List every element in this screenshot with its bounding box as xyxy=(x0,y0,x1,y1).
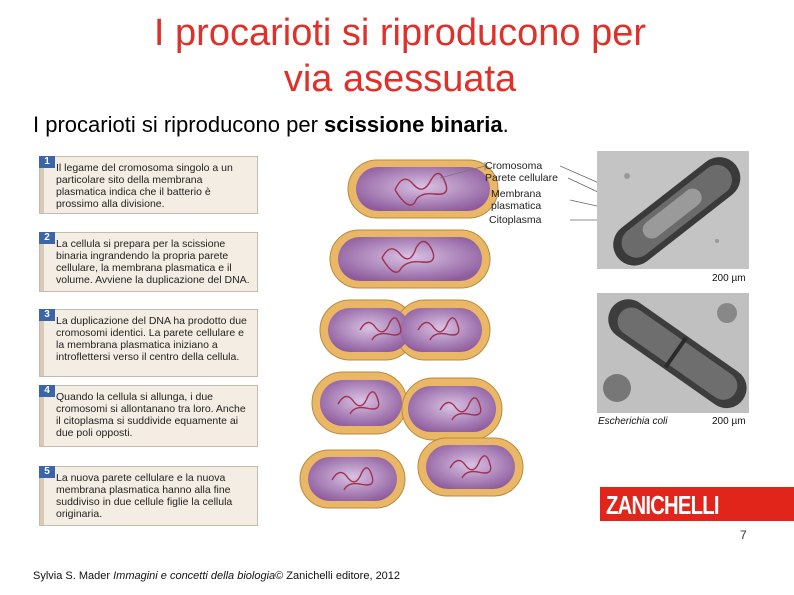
step-number-badge: 3 xyxy=(39,309,55,321)
scale-bar-top: 200 µm xyxy=(712,273,746,284)
step-number-badge: 5 xyxy=(39,466,55,478)
slide-title-line1: I procarioti si riproducono per xyxy=(153,12,647,54)
bacterium-stage-2 xyxy=(330,230,490,288)
micrograph-top-image xyxy=(597,151,749,269)
step-text: Il legame del cromosoma singolo a un particolare sito della membrana plasmatica indica che il batterio è prossimo alla divisione. xyxy=(56,162,233,210)
step-box-5 xyxy=(39,466,258,526)
label-cytoplasm: Citoplasma xyxy=(489,214,542,226)
micrograph-top xyxy=(597,151,749,269)
micrograph-bottom xyxy=(597,293,749,413)
slide-subtitle xyxy=(33,112,509,138)
step-text: Quando la cellula si allunga, i due cromosomi si allontanano tra loro. Anche il citoplasma si suddivide equamente ai due poli opposti. xyxy=(56,391,246,439)
label-membrane-line2: plasmatica xyxy=(491,200,542,212)
footer-citation xyxy=(33,570,400,582)
step-box-2 xyxy=(39,232,258,292)
scale-bar-bottom: 200 µm xyxy=(712,416,746,427)
bacterium-stage-4 xyxy=(312,372,502,440)
step-text: La cellula si prepara per la scissione binaria ingrandendo la propria parete cellulare, la membrana plasmatica e il volume. Avviene la duplicazione del DNA. xyxy=(56,238,250,286)
step-box-1 xyxy=(39,156,258,214)
footer-publisher: © Zanichelli editore, 2012 xyxy=(275,570,401,582)
label-chromosome: Cromosoma xyxy=(485,160,543,172)
step-box-4 xyxy=(39,385,258,447)
footer-author: Sylvia S. Mader xyxy=(33,570,114,582)
subtitle-emphasis: scissione binaria xyxy=(324,112,503,137)
slide-title-line2: via asessuata xyxy=(283,58,517,100)
species-label: Escherichia coli xyxy=(598,416,668,427)
step-number-badge: 4 xyxy=(39,385,55,397)
step-box-3 xyxy=(39,309,258,377)
label-cell-wall: Parete cellulare xyxy=(485,172,558,184)
slide-title xyxy=(60,10,740,102)
zanichelli-logo xyxy=(600,487,794,521)
page-number: 7 xyxy=(740,528,747,542)
footer-book: Immagini e concetti della biologia xyxy=(113,570,276,582)
step-number-badge: 2 xyxy=(39,232,55,244)
logo-text: ZANICHELLI xyxy=(606,490,719,520)
step-text: La duplicazione del DNA ha prodotto due cromosomi identici. La parete cellulare e la membrana plasmatica iniziano a introflettersi verso il centro della cellula. xyxy=(56,315,247,363)
subtitle-suffix: . xyxy=(502,112,509,137)
subtitle-prefix: I procarioti si riproducono per xyxy=(33,112,325,137)
step-number-badge: 1 xyxy=(39,156,55,168)
micrograph-bottom-image xyxy=(597,293,749,413)
bacterium-stage-5 xyxy=(300,438,523,508)
label-membrane-line1: Membrana xyxy=(491,188,542,200)
step-text: La nuova parete cellulare e la nuova membrana plasmatica hanno alla fine suddiviso in due cellule figlie la cellula originaria. xyxy=(56,472,233,520)
bacterium-stage-3 xyxy=(320,300,490,360)
